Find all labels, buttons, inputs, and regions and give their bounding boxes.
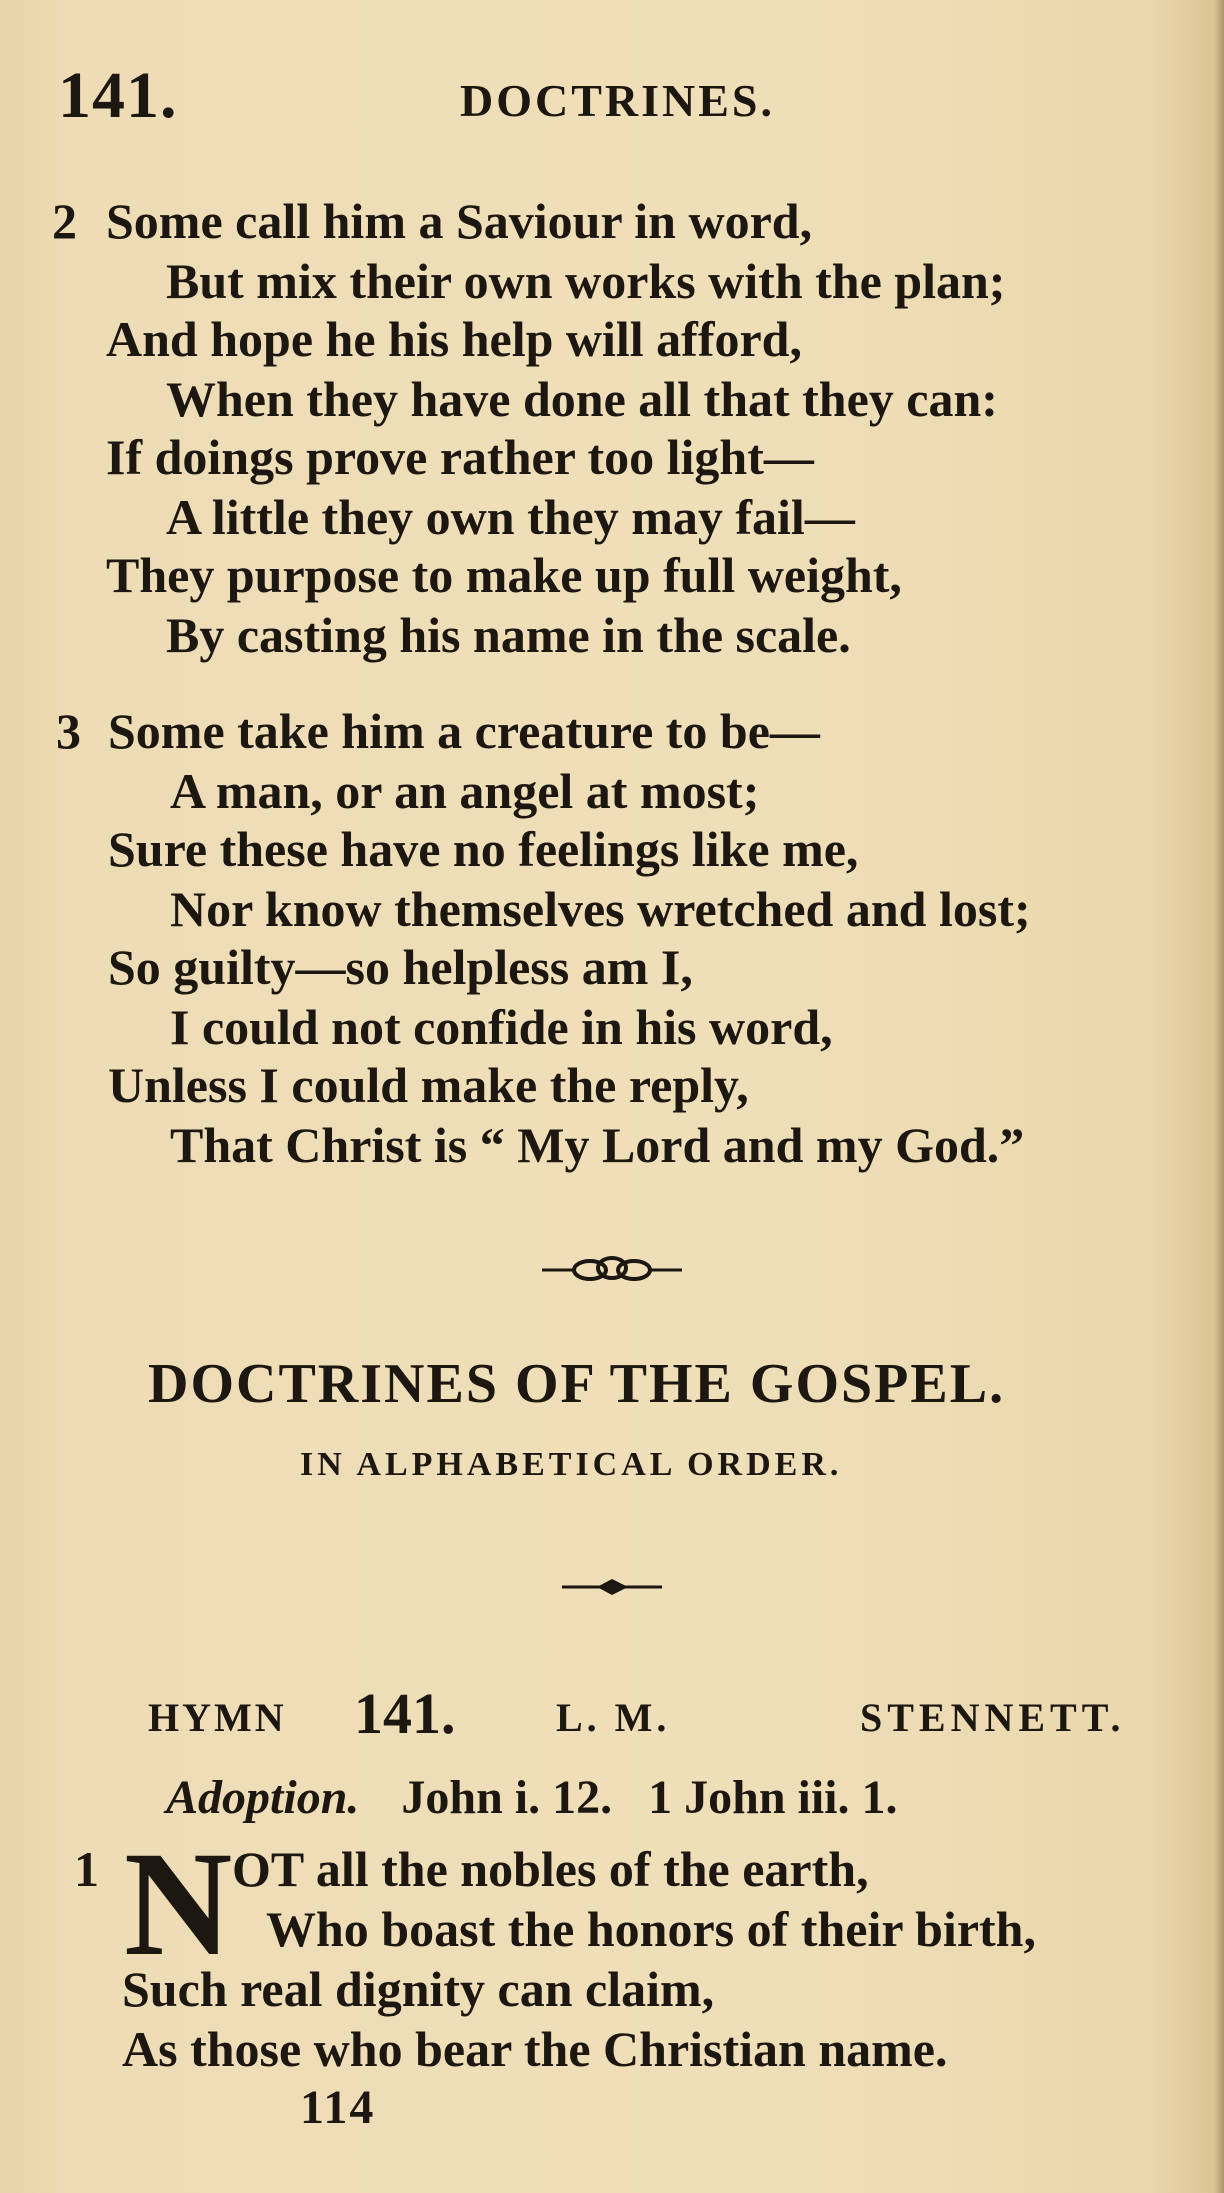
verse-line: Unless I could make the reply, [108,1057,749,1113]
verse-line: As those who bear the Christian name. [122,2021,948,2077]
hymn-meter: L. M. [556,1695,671,1740]
stanza-number: 2 [52,193,77,249]
verse-line: Nor know themselves wretched and lost; [170,881,1031,937]
footer-page-number: 114 [300,2081,376,2134]
hymn-subject-line [166,1770,898,1825]
verse-line: If doings prove rather too light— [106,429,814,485]
verse-line: Such real dignity can claim, [122,1961,715,2017]
verse-line: But mix their own works with the plan; [166,253,1006,309]
scripture-references: John i. 12. 1 John iii. 1. [401,1771,898,1824]
running-title: DOCTRINES. [460,75,776,126]
verse-line: When they have done all that they can: [166,371,998,427]
running-head [58,58,1158,138]
verse-line: They purpose to make up full weight, [106,547,902,603]
drop-cap: N [124,1821,233,1987]
ornament-knot [0,1250,1224,1295]
verse-line: That Christ is “ My Lord and my God.” [170,1117,1025,1173]
ornament-diamond [0,1572,1224,1607]
verse-line: A man, or an angel at most; [170,763,760,819]
verse-line: I could not confide in his word, [170,999,833,1055]
header-page-number: 141. [58,59,178,132]
hymn-topic: Adoption. [166,1771,360,1824]
verse-line: So guilty—so helpless am I, [108,939,693,995]
knot-ornament-icon [512,1250,712,1290]
verse-line: OT all the nobles of the earth, [232,1841,869,1897]
verse-line: By casting his name in the scale. [166,607,851,663]
hymn-heading [148,1680,1168,1750]
stanza-number: 1 [74,1841,99,1897]
section-subtitle: IN ALPHABETICAL ORDER. [300,1446,843,1483]
verse-line: A little they own they may fail— [166,489,855,545]
hymn-author: STENNETT. [860,1695,1126,1740]
verse-line: And hope he his help will afford, [106,311,802,367]
hymn-number: 141. [354,1681,456,1746]
diamond-ornament-icon [542,1572,682,1602]
verse-line: Some call him a Saviour in word, [106,193,813,249]
section-title: DOCTRINES OF THE GOSPEL. [148,1353,1006,1415]
hymn-label: HYMN [148,1695,287,1740]
stanza-number: 3 [56,703,81,759]
verse-line: Who boast the honors of their birth, [266,1901,1036,1957]
page-edge-shadow [1214,0,1224,2193]
verse-line: Sure these have no feelings like me, [108,821,859,877]
verse-line: Some take him a creature to be— [108,703,820,759]
